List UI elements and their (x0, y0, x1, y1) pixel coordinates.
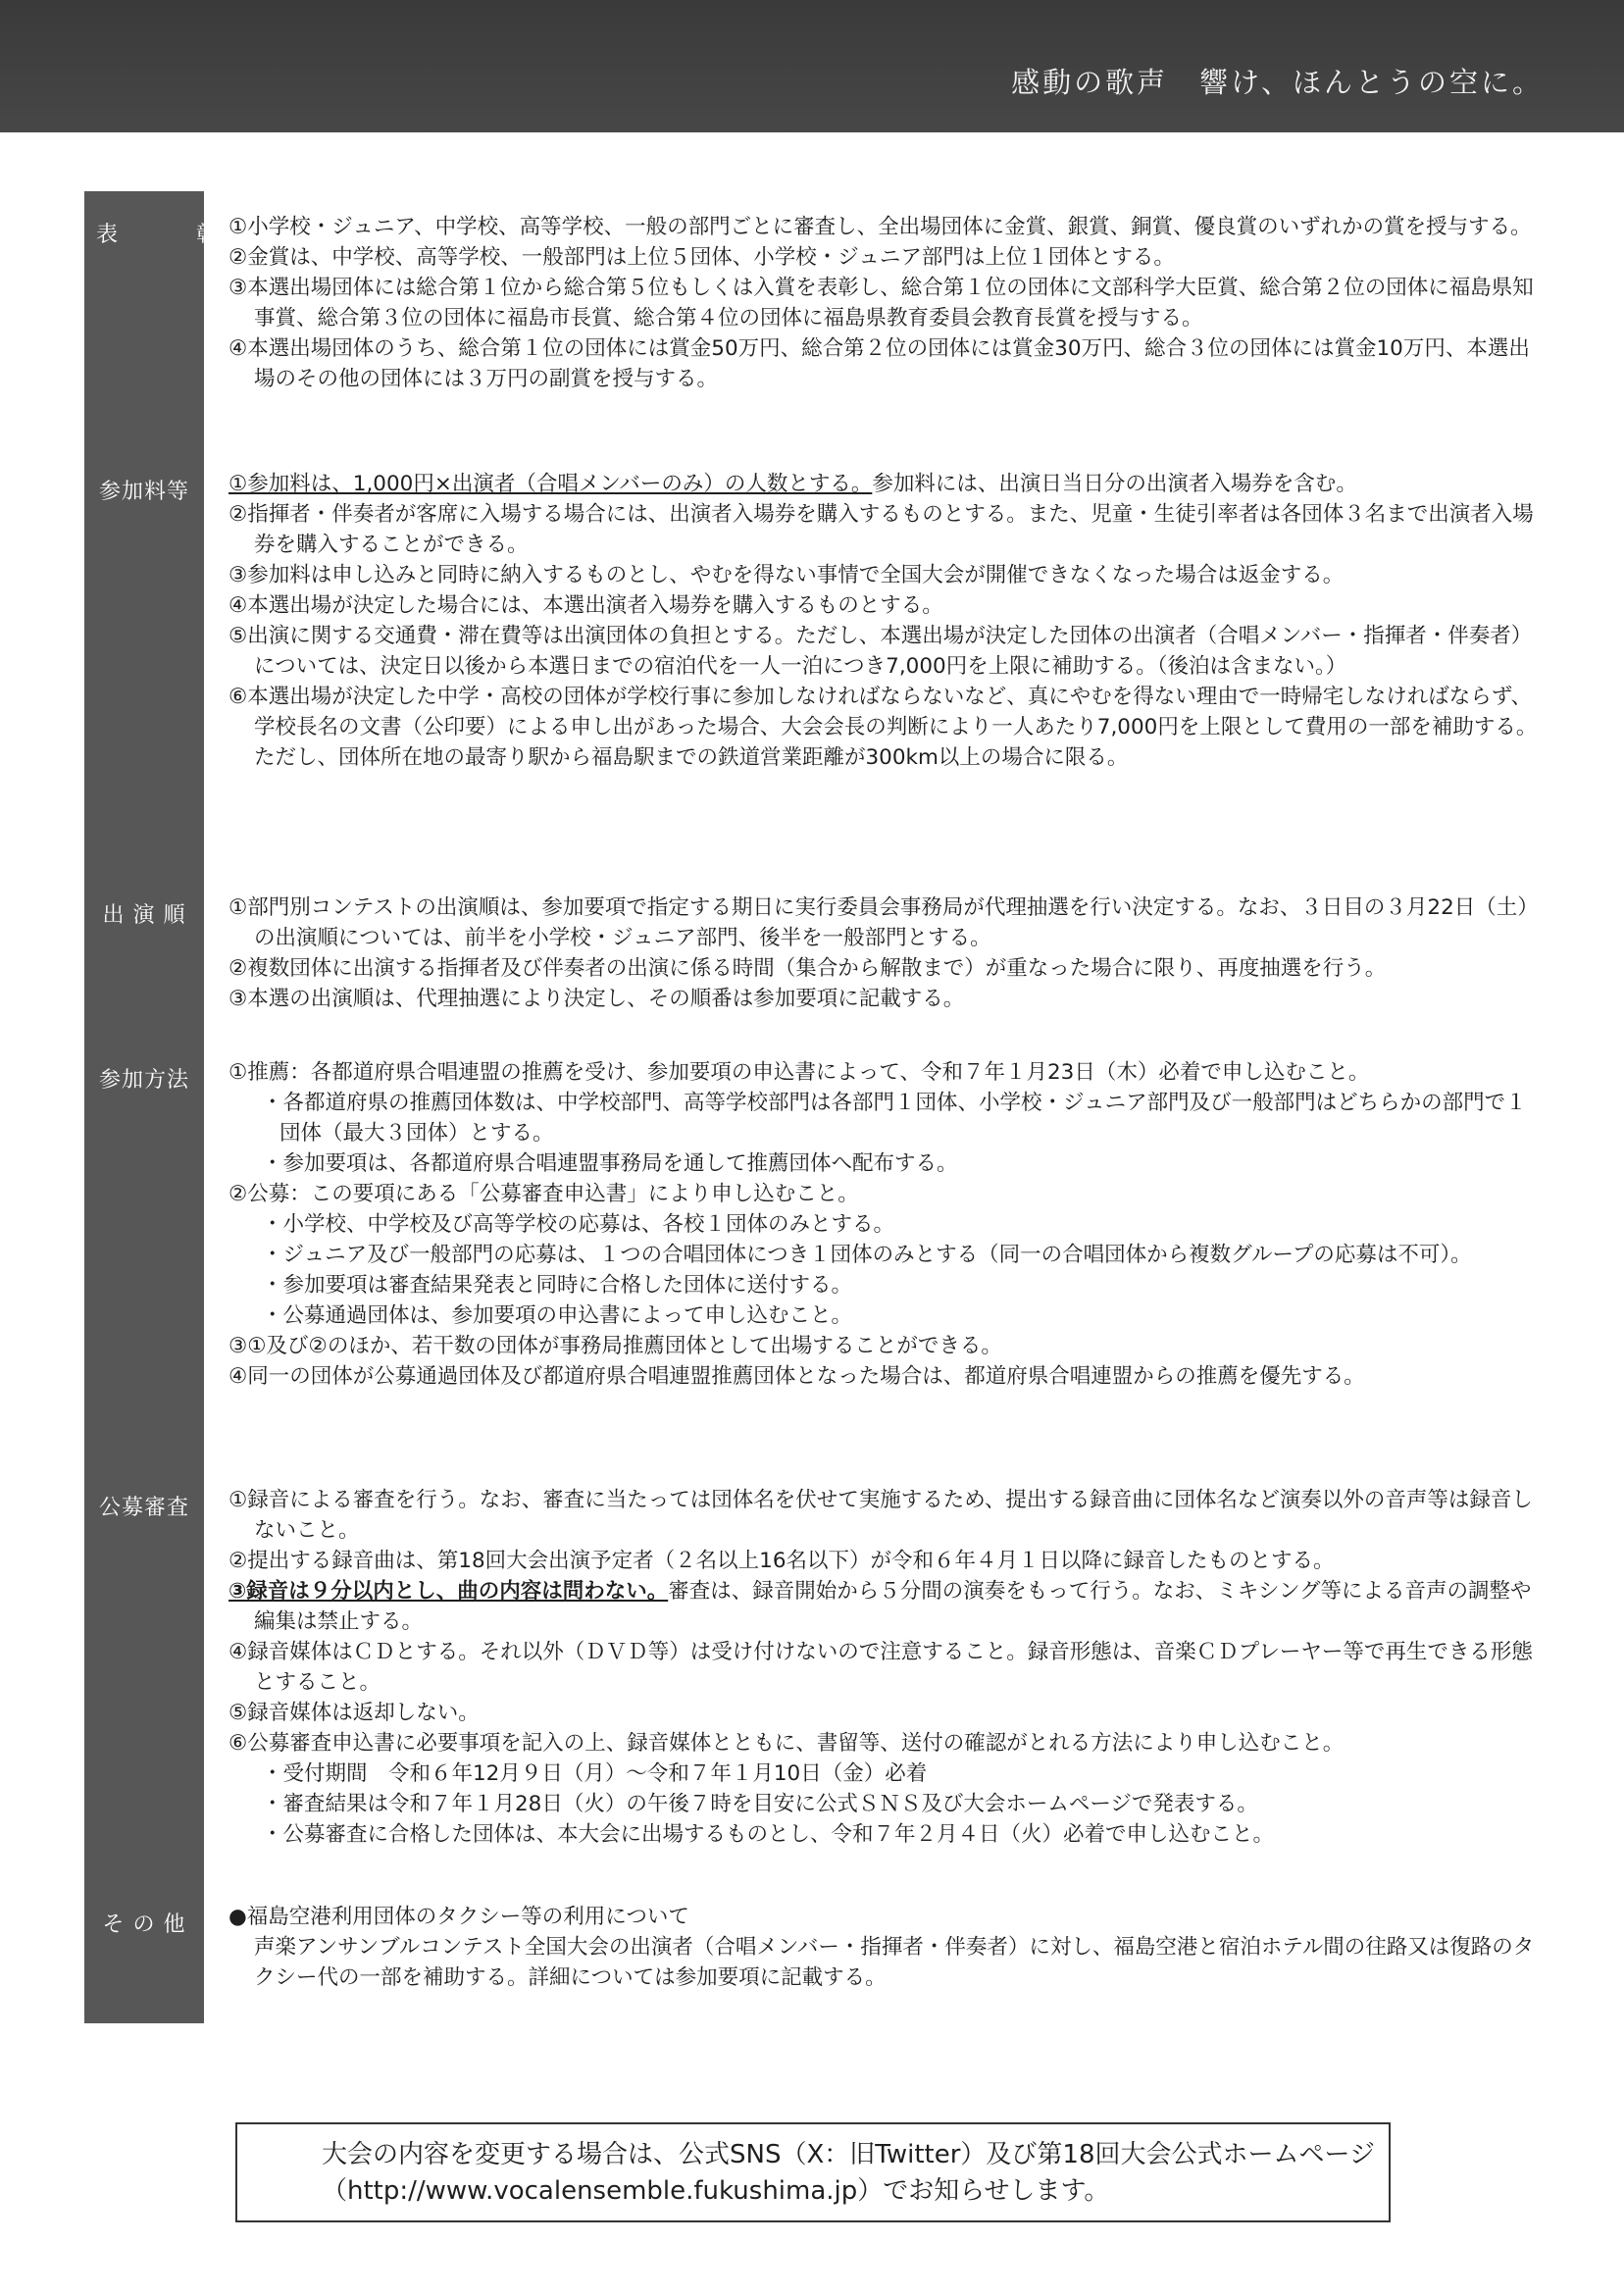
section-label-screening: 公募審査 (98, 1496, 189, 1520)
fees-item-1-rest: 参加料には、出演日当日分の出演者入場券を含む。 (872, 472, 1357, 496)
notice-line-2: （http://www.vocalensemble.fukushima.jp）でお知らせします。 (322, 2176, 1110, 2206)
notice-box (235, 2122, 1391, 2222)
screening-item-6-sub-1: ・受付期間 令和６年12月９日（月）～令和７年１月10日（金）必着 (262, 1761, 928, 1786)
method-item-1-sub-1: ・各都道府県の推薦団体数は、中学校部門、高等学校部門は各部門１団体、小学校・ジュニア部門及び一般部門はどちらかの部門で１団体（最大３団体）とする。 (262, 1091, 1527, 1146)
method-item-2-sub-1: ・小学校、中学校及び高等学校の応募は、各校１団体のみとする。 (262, 1212, 895, 1237)
screening-item-6: ⑥公募審査申込書に必要事項を記入の上、録音媒体とともに、書留等、送付の確認がとれる方法により申し込むこと。 (228, 1731, 1345, 1756)
method-item-2-sub-2: ・ジュニア及び一般部門の応募は、１つの合唱団体につき１団体のみとする（同一の合唱団体から複数グループの応募は不可）。 (262, 1243, 1472, 1267)
section-other (228, 1902, 1548, 1993)
section-awards (228, 212, 1548, 394)
section-screening (228, 1485, 1548, 1850)
other-body: 声楽アンサンブルコンテスト全国大会の出演者（合唱メンバー・指揮者・伴奏者）に対し、福島空港と宿泊ホテル間の往路又は復路のタクシー代の一部を補助する。詳細については参加要項に記載する。 (254, 1935, 1535, 1990)
header-bar (0, 0, 1624, 132)
method-item-2-sub-4: ・公募通過団体は、参加要項の申込書によって申し込むこと。 (262, 1303, 853, 1328)
fees-item-3: ③参加料は申し込みと同時に納入するものとし、やむを得ない事情で全国大会が開催できなくなった場合は返金する。 (228, 563, 1345, 587)
screening-item-6-sub-3: ・公募審査に合格した団体は、本大会に出場するものとし、令和７年２月４日（火）必着で申し込むこと。 (262, 1822, 1275, 1847)
fees-item-4: ④本選出場が決定した場合には、本選出演者入場券を購入するものとする。 (228, 593, 943, 618)
label-column (84, 191, 230, 2023)
screening-item-1: ①録音による審査を行う。なお、審査に当たっては団体名を伏せて実施するため、提出する録音曲に団体名など演奏以外の音声等は録音しないこと。 (228, 1488, 1533, 1543)
header-title: 感動の歌声 響け、ほんとうの空に。 (1011, 66, 1544, 99)
awards-item-3: ③本選出場団体には総合第１位から総合第５位もしくは入賞を表彰し、総合第１位の団体に文部科学大臣賞、総合第２位の団体に福島県知事賞、総合第３位の団体に福島市長賞、総合第４位の団体に福島県教育委員会教育長賞を授与する。 (228, 276, 1534, 331)
section-label-fees: 参加料等 (98, 480, 189, 504)
screening-item-6-sub-2: ・審査結果は令和７年１月28日（火）の午後７時を目安に公式ＳＮＳ及び大会ホームページで発表する。 (262, 1792, 1258, 1816)
awards-item-2: ②金賞は、中学校、高等学校、一般部門は上位５団体、小学校・ジュニア部門は上位１団体とする。 (228, 245, 1175, 270)
method-item-1-sub-2: ・参加要項は、各都道府県合唱連盟事務局を通して推薦団体へ配布する。 (262, 1151, 958, 1176)
method-item-1: ①推薦：各都道府県合唱連盟の推薦を受け、参加要項の申込書によって、令和７年１月23日（木）必着で申し込むこと。 (228, 1060, 1370, 1085)
fees-item-5: ⑤出演に関する交通費・滞在費等は出演団体の負担とする。ただし、本選出場が決定した団体の出演者（合唱メンバー・指揮者・伴奏者）については、決定日以後から本選日までの宿泊代を一人一泊につき7,000円を上限に補助する。（後泊は含まない。） (228, 624, 1533, 679)
fees-item-6: ⑥本選出場が決定した中学・高校の団体が学校行事に参加しなければならないなど、真にやむを得ない理由で一時帰宅しなければならず、学校長名の文書（公印要）による申し出があった場合、大会会長の判断により一人あたり7,000円を上限として費用の一部を補助する。ただし、団体所在地の最寄り駅から福島駅までの鉄道営業距離が300km以上の場合に限る。 (228, 685, 1538, 770)
method-item-2: ②公募：この要項にある「公募審査申込書」により申し込むこと。 (228, 1182, 859, 1206)
fees-item-1-main: ①参加料は、1,000円×出演者（合唱メンバーのみ）の人数とする。 (228, 472, 873, 496)
screening-item-3-bold: ③録音は９分以内とし、曲の内容は問わない。 (228, 1579, 669, 1604)
notice-line-1: 大会の内容を変更する場合は、公式SNS（X：旧Twitter）及び第18回大会公式ホームページ (322, 2140, 1375, 2169)
fees-item-1 (228, 469, 1548, 499)
section-label-order: 出 演 順 (102, 903, 186, 928)
screening-item-2: ②提出する録音曲は、第18回大会出演予定者（２名以上16名以下）が令和６年４月１日以降に録音したものとする。 (228, 1549, 1335, 1573)
screening-item-3-rest: 審査は、録音開始から５分間の演奏をもって行う。なお、ミキシング等による音声の調整や編集は禁止する。 (254, 1579, 1532, 1634)
awards-item-4: ④本選出場団体のうち、総合第１位の団体には賞金50万円、総合第２位の団体には賞金30万円、総合３位の団体には賞金10万円、本選出場のその他の団体には３万円の副賞を授与する。 (228, 336, 1530, 391)
section-label-other: そ の 他 (102, 1912, 186, 1937)
section-order (228, 892, 1548, 1014)
screening-item-3 (228, 1576, 1548, 1637)
screening-item-4: ④録音媒体はＣＤとする。それ以外（ＤＶＤ等）は受け付けないので注意すること。録音形態は、音楽ＣＤプレーヤー等で再生できる形態とすること。 (228, 1640, 1533, 1695)
fees-item-2: ②指揮者・伴奏者が客席に入場する場合には、出演者入場券を購入するものとする。また、児童・生徒引率者は各団体３名まで出演者入場券を購入することができる。 (228, 502, 1534, 557)
screening-item-5: ⑤録音媒体は返却しない。 (228, 1701, 480, 1725)
section-method (228, 1057, 1548, 1392)
section-fees (228, 469, 1548, 773)
order-item-2: ②複数団体に出演する指揮者及び伴奏者の出演に係る時間（集合から解散まで）が重なった場合に限り、再度抽選を行う。 (228, 956, 1387, 981)
method-item-3: ③①及び②のほか、若干数の団体が事務局推薦団体として出場することができる。 (228, 1334, 1002, 1358)
order-item-3: ③本選の出演順は、代理抽選により決定し、その順番は参加要項に記載する。 (228, 987, 965, 1011)
method-item-4: ④同一の団体が公募通過団体及び都道府県合唱連盟推薦団体となった場合は、都道府県合唱連盟からの推薦を優先する。 (228, 1364, 1365, 1389)
section-label-method: 参加方法 (98, 1068, 189, 1093)
method-item-2-sub-3: ・参加要項は審査結果発表と同時に合格した団体に送付する。 (262, 1273, 853, 1298)
awards-item-1: ①小学校・ジュニア、中学校、高等学校、一般の部門ごとに審査し、全出場団体に金賞、銀賞、銅賞、優良賞のいずれかの賞を授与する。 (228, 215, 1532, 239)
order-item-1: ①部門別コンテストの出演順は、参加要項で指定する期日に実行委員会事務局が代理抽選を行い決定する。なお、３日目の３月22日（土）の出演順については、前半を小学校・ジュニア部門、後半を一般部門とする。 (228, 895, 1539, 950)
other-heading: ●福島空港利用団体のタクシー等の利用について (228, 1905, 689, 1929)
section-label-awards: 表 彰 (96, 223, 230, 247)
